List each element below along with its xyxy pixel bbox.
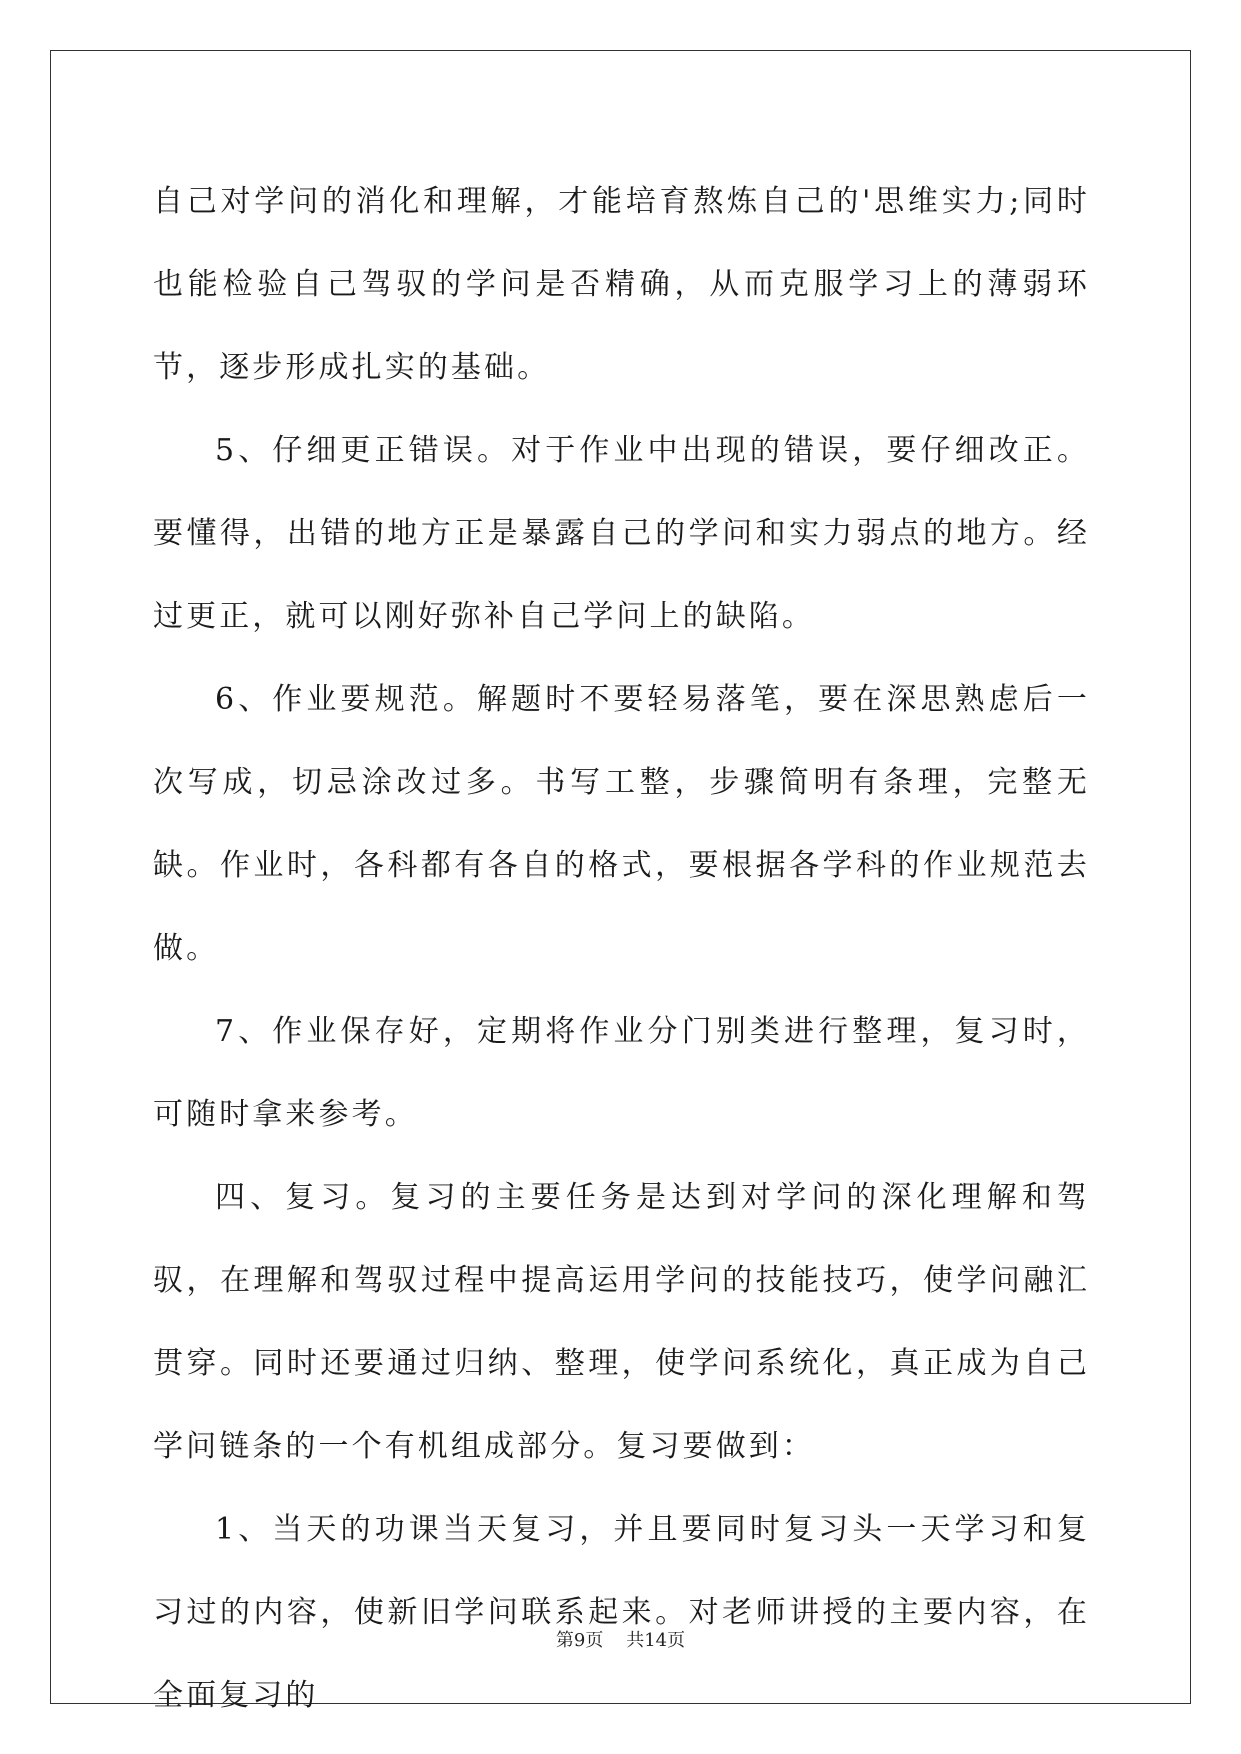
page-total: 共14页 <box>626 1630 686 1651</box>
paragraph-continued: 自己对学问的消化和理解，才能培育熬炼自己的'思维实力;同时也能检验自己驾驭的学问是否精确，从而克服学习上的薄弱环节，逐步形成扎实的基础。 <box>153 184 1090 385</box>
page-footer <box>0 1626 1241 1652</box>
paragraph-section-review: 四、复习。复习的主要任务是达到对学问的深化理解和驾驭，在理解和驾驭过程中提高运用学问的技能技巧，使学问融汇贯穿。同时还要通过归纳、整理，使学问系统化，真正成为自己学问链条的一个有机组成部分。复习要做到： <box>153 1180 1090 1464</box>
paragraph-item-5: 5、仔细更正错误。对于作业中出现的错误，要仔细改正。要懂得，出错的地方正是暴露自己的学问和实力弱点的地方。经过更正，就可以刚好弥补自己学问上的缺陷。 <box>153 433 1090 634</box>
paragraph-item-6: 6、作业要规范。解题时不要轻易落笔，要在深思熟虑后一次写成，切忌涂改过多。书写工整，步骤简明有条理，完整无缺。作业时，各科都有各自的格式，要根据各学科的作业规范去做。 <box>153 682 1090 966</box>
document-body <box>153 160 1090 1737</box>
page-number: 第9页 <box>555 1630 604 1651</box>
paragraph-review-item-1: 1、当天的功课当天复习，并且要同时复习头一天学习和复习过的内容，使新旧学问联系起来。对老师讲授的主要内容，在全面复习的 <box>153 1512 1090 1713</box>
paragraph-item-7: 7、作业保存好，定期将作业分门别类进行整理，复习时，可随时拿来参考。 <box>153 1014 1090 1132</box>
